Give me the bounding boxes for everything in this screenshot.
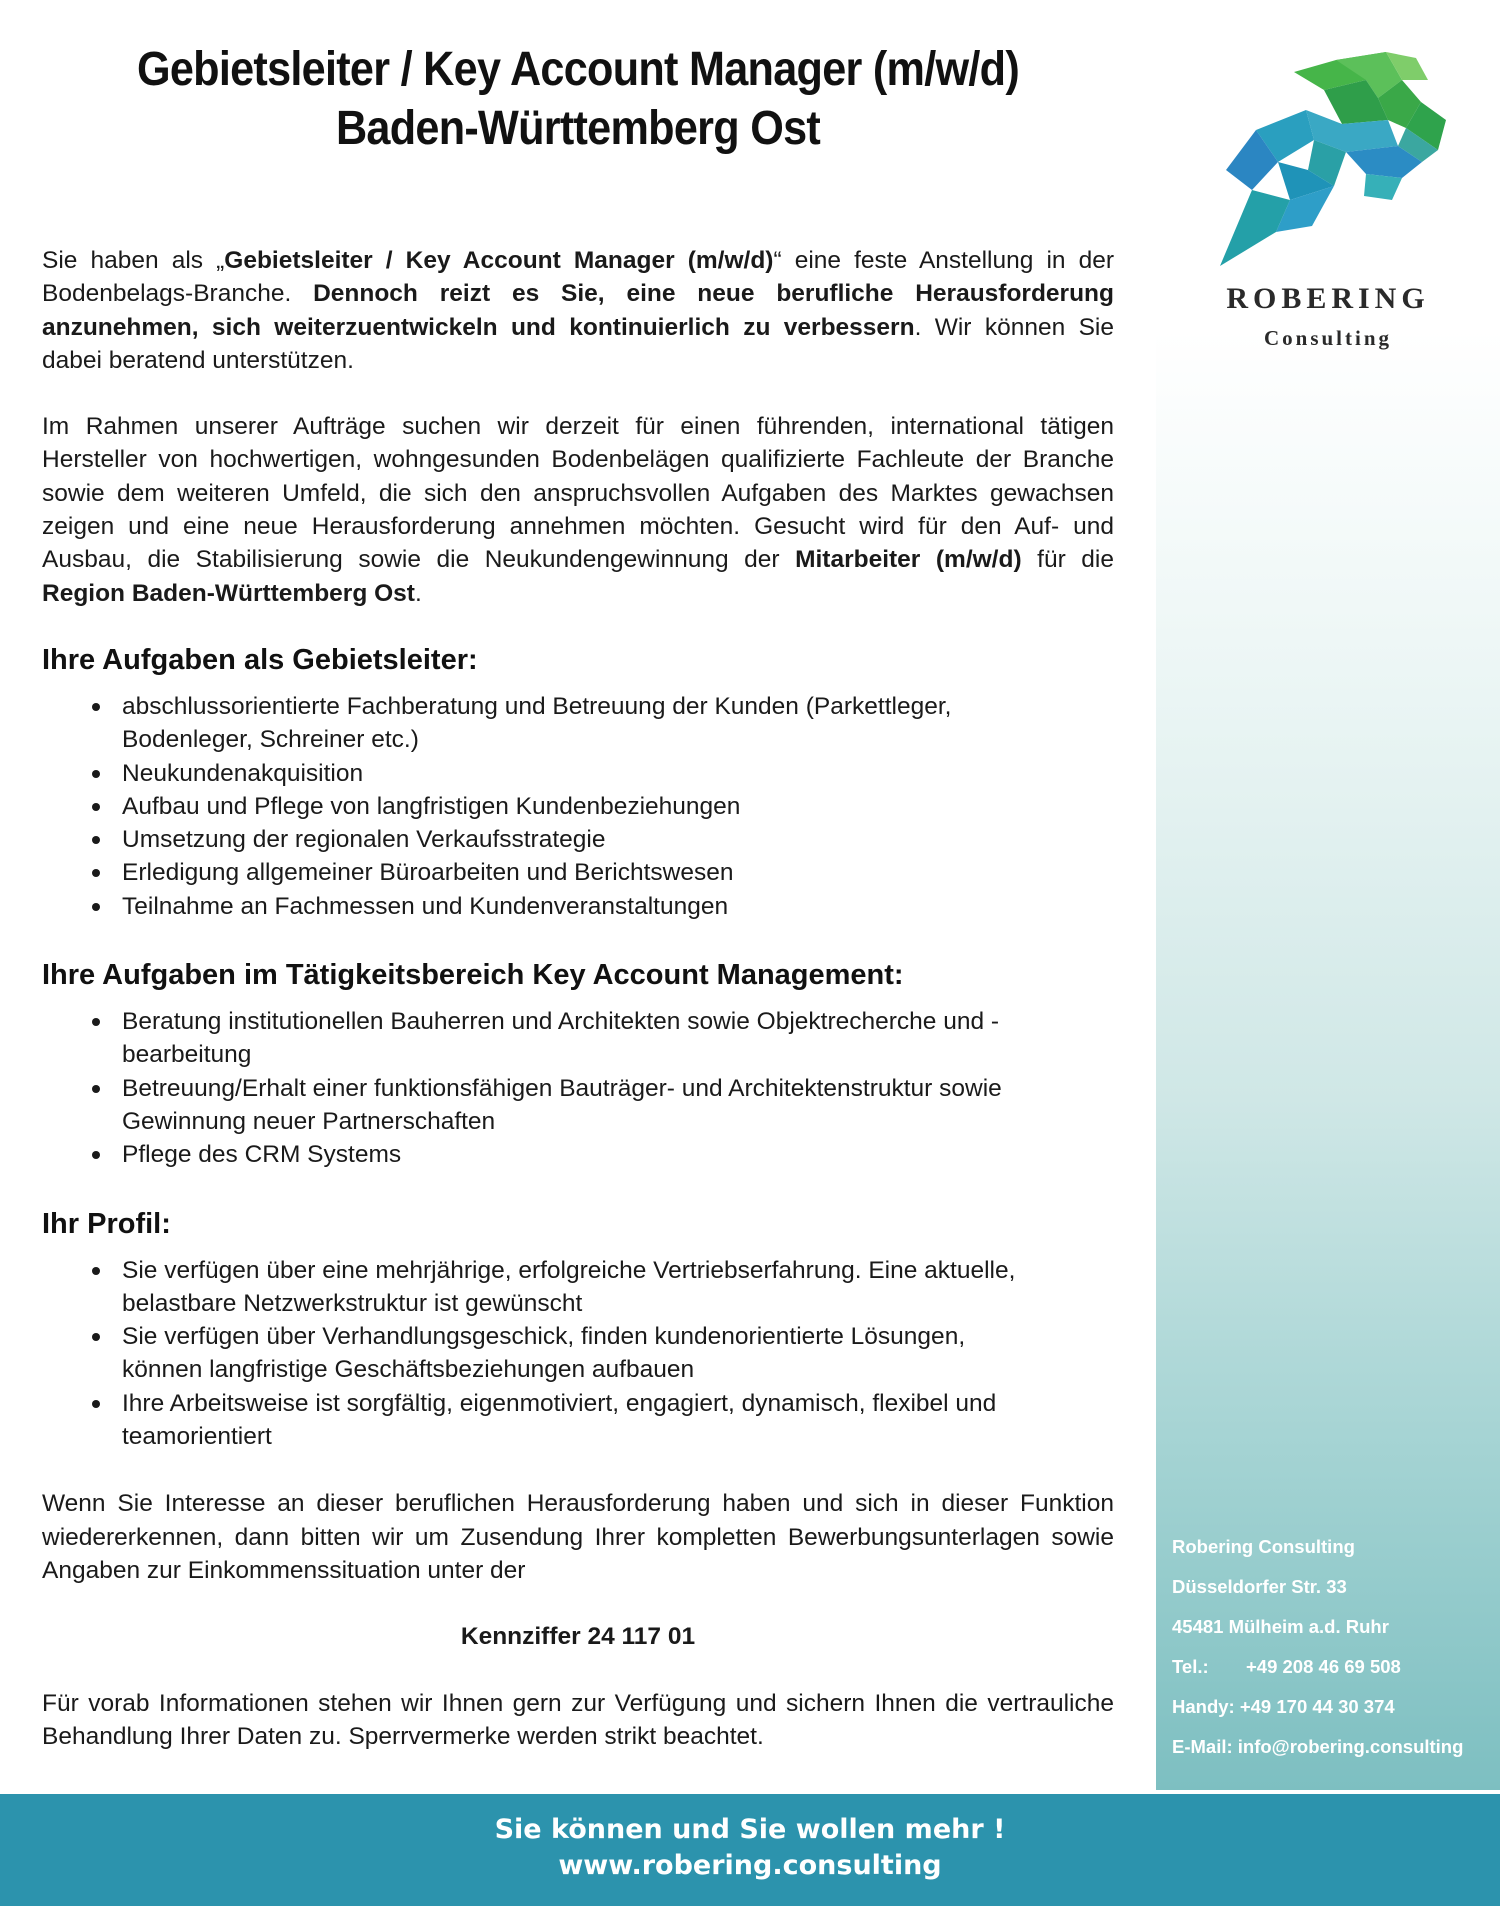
list-item — [42, 1387, 1114, 1454]
brand-subtitle: Consulting — [1263, 326, 1393, 350]
contact-mobile — [1172, 1687, 1497, 1727]
footer-slogan: Sie können und Sie wollen mehr ! — [494, 1814, 1006, 1845]
mobile-label: Handy: — [1172, 1696, 1235, 1717]
list-item — [42, 823, 1114, 856]
intro-paragraph — [42, 244, 1114, 377]
intro-text-2: “ eine feste Anstellung in der Bodenbelags-Branche. — [42, 247, 1115, 308]
contact-company: Robering Consulting — [1172, 1536, 1355, 1557]
list-item-text: Ihre Arbeitsweise ist sorgfältig, eigenmotiviert, engagiert, dynamisch, flexibel und teamorientiert — [122, 1389, 997, 1451]
bullet-icon — [92, 1085, 100, 1093]
bullet-icon — [92, 1400, 100, 1408]
contact-phone — [1172, 1647, 1497, 1687]
bullet-icon — [92, 869, 100, 877]
title-line-1: Gebietsleiter / Key Account Manager (m/w/d) — [136, 43, 1020, 96]
list-item — [42, 690, 1114, 757]
bullet-icon — [92, 1151, 100, 1159]
list-item — [42, 1005, 1114, 1072]
list-item — [42, 790, 1114, 823]
desc-bold-2: Region Baden-Württemberg Ost — [42, 579, 415, 607]
list-item-text: Erledigung allgemeiner Büroarbeiten und Berichtswesen — [122, 859, 734, 887]
tasks-list — [42, 690, 1114, 923]
description-paragraph — [42, 410, 1114, 610]
footer-url-link[interactable]: www.robering.consulting — [558, 1850, 942, 1881]
list-item-text: Beratung institutionellen Bauherren und Architekten sowie Objektrecherche und -bearbeitung — [122, 1008, 1000, 1069]
profile-heading: Ihr Profil: — [42, 1207, 171, 1240]
profile-list — [42, 1254, 1114, 1454]
job-ad-main — [42, 40, 1114, 1753]
reference-number: Kennziffer 24 117 01 — [460, 1623, 696, 1651]
list-item — [42, 1072, 1114, 1139]
bullet-icon — [92, 703, 100, 711]
list-item-text: Sie verfügen über Verhandlungsgeschick, finden kundenorientierte Lösungen, können langfristige Geschäftsbeziehungen aufbauen — [122, 1323, 966, 1384]
page-title — [96, 40, 1061, 158]
list-item-text: Teilnahme an Fachmessen und Kundenveranstaltungen — [122, 892, 729, 920]
bullet-icon — [92, 903, 100, 911]
mobile-value[interactable]: +49 170 44 30 374 — [1239, 1696, 1395, 1717]
footer-banner — [0, 1794, 1500, 1906]
contact-block — [1172, 1527, 1497, 1767]
desc-bold-1: Mitarbeiter (m/w/d) — [795, 546, 1022, 574]
bullet-icon — [92, 1018, 100, 1026]
contact-email — [1172, 1727, 1497, 1767]
list-item-text: Betreuung/Erhalt einer funktionsfähigen Bauträger- und Architektenstruktur sowie Gewinnung neuer Partnerschaften — [122, 1074, 1002, 1135]
intro-bold-2: Dennoch reizt es Sie, eine neue berufliche Herausforderung anzunehmen, sich weiterzuentwickeln und kontinuierlich zu verbessern — [42, 280, 1114, 341]
lion-icon — [1216, 50, 1456, 270]
desc-text-2: für die — [1021, 546, 1114, 574]
phone-label: Tel.: — [1172, 1656, 1209, 1677]
intro-text-1: Sie haben als „ — [42, 247, 225, 274]
closing-paragraph: Wenn Sie Interesse an dieser beruflichen Herausforderung haben und sich in dieser Funktion wiedererkennen, dann bitten wir um Zusendung Ihrer kompletten Bewerbungsunterlagen sowie Angaben zur Einkommenssituation unter der — [42, 1490, 1114, 1584]
desc-text-1: Im Rahmen unserer Aufträge suchen wir derzeit für einen führenden, international tätigen Hersteller von hochwertigen, wohngesunden Bodenbelägen qualifizierte Fachleute der Branche sowie dem weiteren Umfeld, die sich den anspruchsvollen Aufgaben des Marktes gewachsen zeigen und eine neue Herausforderung annehmen möchten. Gesucht wird für den Auf- und Ausbau, die Stabilisierung sowie die Neukundengewinnung der — [42, 413, 1114, 574]
brand-name: ROBERING — [1226, 282, 1430, 315]
list-item-text: Umsetzung der regionalen Verkaufsstrategie — [122, 826, 606, 854]
bullet-icon — [92, 803, 100, 811]
list-item — [42, 1138, 1114, 1171]
bullet-icon — [92, 770, 100, 778]
bullet-icon — [92, 836, 100, 844]
list-item — [42, 856, 1114, 889]
list-item — [42, 1254, 1114, 1321]
key-account-list — [42, 1005, 1114, 1171]
final-paragraph: Für vorab Informationen stehen wir Ihnen gern zur Verfügung und sichern Ihnen die vertrauliche Behandlung Ihrer Daten zu. Sperrvermerke werden strikt beachtet. — [42, 1689, 1114, 1750]
email-link[interactable]: info@robering.consulting — [1237, 1736, 1464, 1757]
list-item-text: Sie verfügen über eine mehrjährige, erfolgreiche Vertriebserfahrung. Eine aktuelle, belastbare Netzwerkstruktur ist gewünscht — [122, 1256, 1016, 1317]
list-item-text: Pflege des CRM Systems — [122, 1141, 402, 1169]
intro-text-3: . Wir können Sie dabei beratend unterstützen. — [42, 313, 1114, 374]
list-item — [42, 890, 1114, 923]
intro-bold-1: Gebietsleiter / Key Account Manager (m/w/d) — [224, 247, 774, 274]
list-item-text: abschlussorientierte Fachberatung und Betreuung der Kunden (Parkettleger, Bodenleger, Schreiner etc.) — [122, 692, 952, 754]
tasks-heading: Ihre Aufgaben als Gebietsleiter: — [42, 643, 478, 676]
contact-street: Düsseldorfer Str. 33 — [1172, 1576, 1347, 1597]
list-item-text: Aufbau und Pflege von langfristigen Kundenbeziehungen — [122, 792, 741, 820]
list-item-text: Neukundenakquisition — [122, 759, 364, 787]
title-line-2: Baden-Württemberg Ost — [335, 102, 821, 155]
list-item — [42, 1320, 1114, 1387]
phone-value[interactable]: +49 208 46 69 508 — [1246, 1656, 1401, 1677]
bullet-icon — [92, 1333, 100, 1341]
list-item — [42, 757, 1114, 790]
desc-text-3: . — [414, 579, 422, 607]
key-account-heading: Ihre Aufgaben im Tätigkeitsbereich Key Account Management: — [42, 959, 904, 992]
sidebar — [1156, 0, 1500, 1790]
bullet-icon — [92, 1267, 100, 1275]
contact-city: 45481 Mülheim a.d. Ruhr — [1172, 1616, 1389, 1637]
email-label: E-Mail: — [1172, 1736, 1233, 1757]
